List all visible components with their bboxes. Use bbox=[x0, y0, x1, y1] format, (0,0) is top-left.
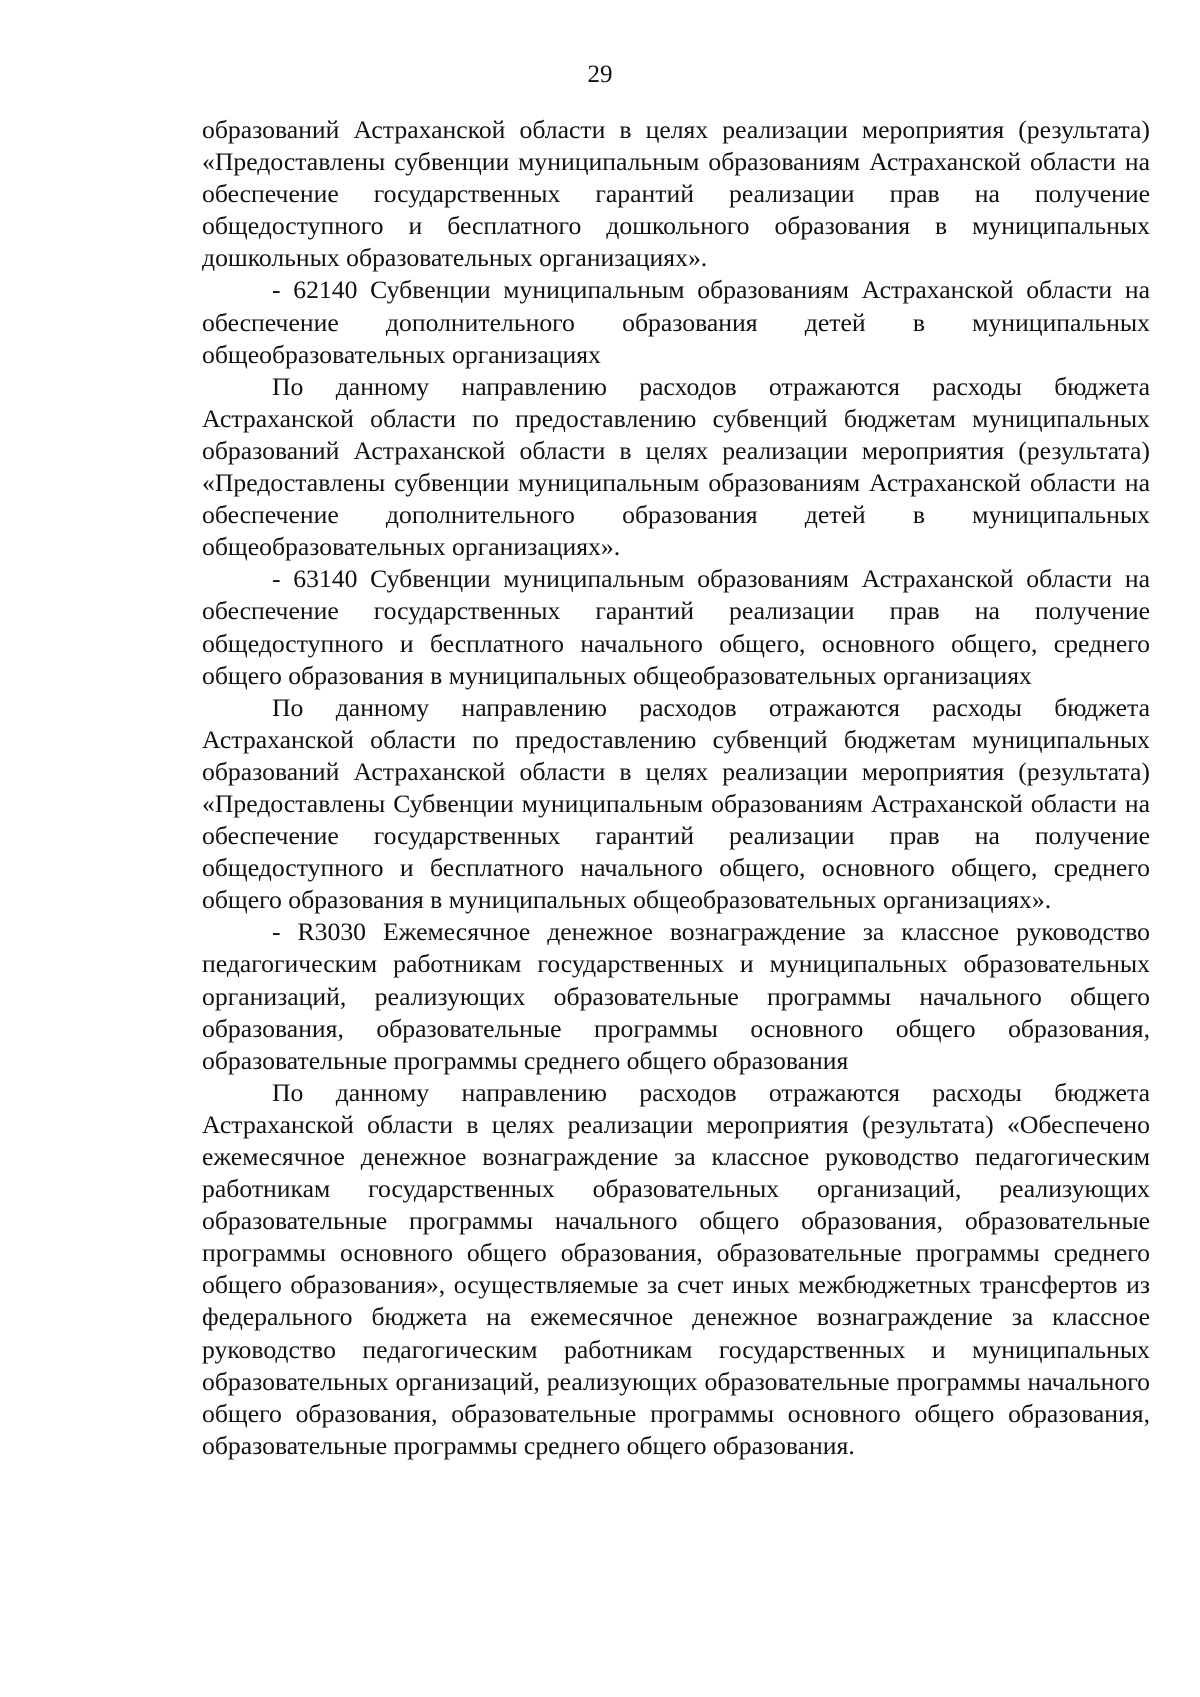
paragraph-description-r3030: По данному направлению расходов отражаются расходы бюджета Астраханской области в целях реализации мероприятия (результата) «Обеспечено ежемесячное денежное вознаграждение за классное руководство педагогическим работникам государственных образовательных организаций, реализующих образовательные программы начального общего образования, образовательные программы основного общего образования, образовательные программы среднего общего образования», осуществляемые за счет иных межбюджетных трансфертов из федерального бюджета на ежемесячное денежное вознаграждение за классное руководство педагогическим работникам государственных и муниципальных образовательных организаций, реализующих образовательные программы начального общего образования, образовательные программы основного общего образования, образовательные программы среднего общего образования. bbox=[202, 1077, 1150, 1460]
page-number: 29 bbox=[587, 61, 613, 88]
paragraph-item-r3030: - R3030 Ежемесячное денежное вознаграждение за классное руководство педагогическим работникам государственных и муниципальных образовательных организаций, реализующих образовательные программы начального общего образования, образовательные программы основного общего образования, образовательные программы среднего общего образования bbox=[202, 917, 1150, 1075]
paragraph-description-63140: По данному направлению расходов отражаются расходы бюджета Астраханской области по предоставлению субвенций бюджетам муниципальных образований Астраханской области в целях реализации мероприятия (результата) «Предоставлены Субвенции муниципальным образованиям Астраханской области на обеспечение государственных гарантий реализации прав на получение общедоступного и бесплатного начального общего, основного общего, среднего общего образования в муниципальных общеобразовательных организациях». bbox=[202, 692, 1150, 915]
paragraph-item-62140: - 62140 Субвенции муниципальным образованиям Астраханской области на обеспечение дополнительного образования детей в муниципальных общеобразовательных организациях bbox=[202, 275, 1150, 369]
paragraph-description-62140: По данному направлению расходов отражаются расходы бюджета Астраханской области по предоставлению субвенций бюджетам муниципальных образований Астраханской области в целях реализации мероприятия (результата) «Предоставлены субвенции муниципальным образованиям Астраханской области на обеспечение дополнительного образования детей в муниципальных общеобразовательных организациях». bbox=[202, 371, 1150, 562]
paragraph-item-63140: - 63140 Субвенции муниципальным образованиям Астраханской области на обеспечение государственных гарантий реализации прав на получение общедоступного и бесплатного начального общего, основного общего, среднего общего образования в муниципальных общеобразовательных организациях bbox=[202, 564, 1150, 690]
document-body bbox=[202, 114, 1150, 1462]
paragraph-continuation: образований Астраханской области в целях реализации мероприятия (результата) «Предоставлены субвенции муниципальным образованиям Астраханской области на обеспечение государственных гарантий реализации прав на получение общедоступного и бесплатного дошкольного образования в муниципальных дошкольных образовательных организациях». bbox=[202, 115, 1150, 273]
